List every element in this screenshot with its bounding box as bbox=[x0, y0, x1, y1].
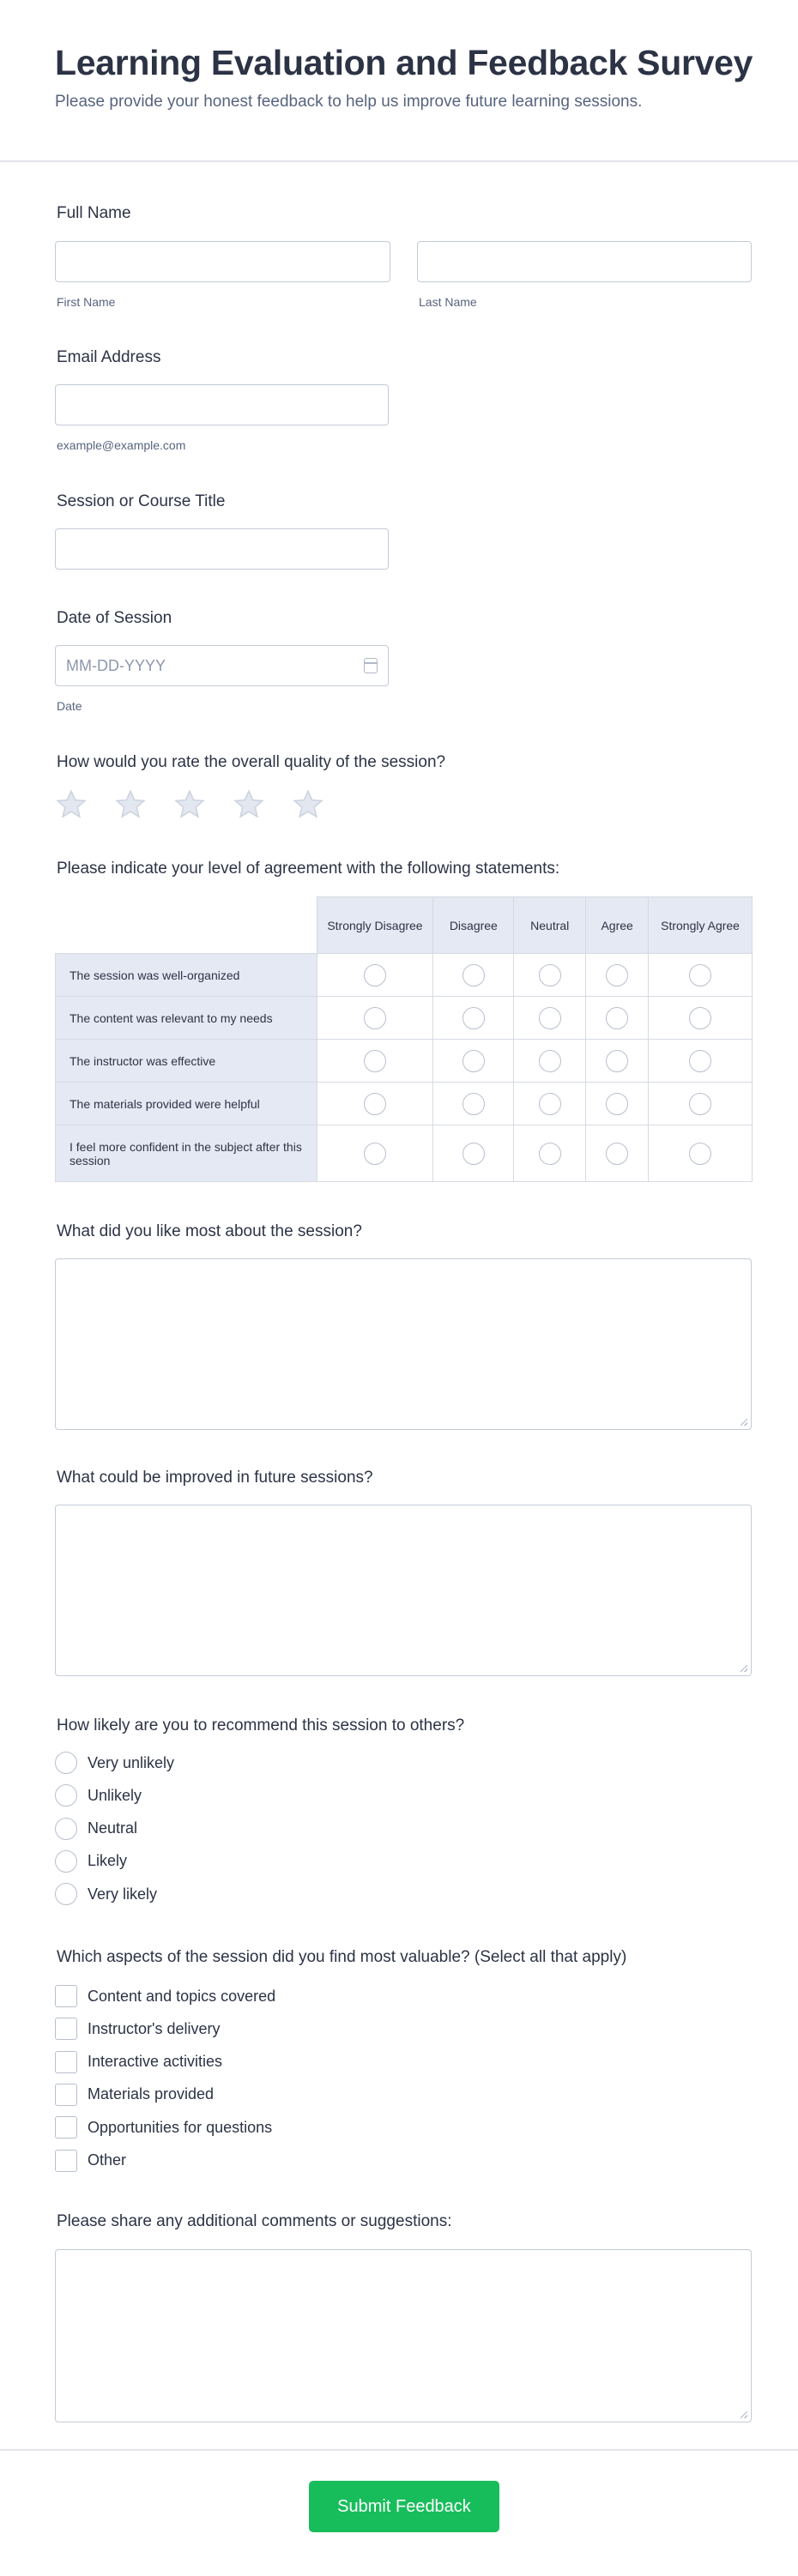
liked-label: What did you like most about the session? bbox=[57, 1222, 362, 1240]
matrix-radio[interactable] bbox=[462, 1143, 485, 1165]
liked-textarea[interactable] bbox=[55, 1258, 752, 1430]
star-icon[interactable] bbox=[114, 788, 147, 821]
page-title: Learning Evaluation and Feedback Survey bbox=[55, 43, 753, 82]
last-name-sublabel: Last Name bbox=[419, 295, 477, 309]
date-input[interactable] bbox=[55, 645, 389, 686]
matrix-label: Please indicate your level of agreement with the following statements: bbox=[57, 860, 560, 878]
recommend-option[interactable] bbox=[55, 1883, 157, 1905]
recommend-option[interactable] bbox=[55, 1784, 142, 1807]
matrix-radio[interactable] bbox=[539, 1050, 561, 1072]
improve-label: What could be improved in future sessions? bbox=[57, 1469, 373, 1487]
matrix-radio[interactable] bbox=[462, 1007, 485, 1029]
option-label: Likely bbox=[88, 1852, 128, 1870]
date-sublabel: Date bbox=[57, 699, 82, 713]
matrix-cell bbox=[649, 1040, 753, 1083]
radio-button[interactable] bbox=[55, 1850, 77, 1873]
option-label: Instructor's delivery bbox=[88, 2019, 221, 2037]
matrix-cell bbox=[317, 997, 433, 1040]
matrix-cell bbox=[586, 997, 649, 1040]
matrix-cell bbox=[514, 954, 586, 997]
recommend-option[interactable] bbox=[55, 1752, 174, 1774]
page-subtitle: Please provide your honest feedback to help us improve future learning sessions. bbox=[55, 93, 643, 111]
matrix-radio[interactable] bbox=[689, 964, 711, 986]
matrix-radio[interactable] bbox=[689, 1007, 711, 1029]
matrix-radio[interactable] bbox=[689, 1050, 711, 1072]
matrix-cell bbox=[514, 1125, 586, 1182]
matrix-cell bbox=[433, 1040, 514, 1083]
matrix-radio[interactable] bbox=[606, 964, 628, 986]
aspects-option[interactable] bbox=[55, 1985, 275, 2007]
matrix-cell bbox=[586, 1040, 649, 1083]
agreement-matrix bbox=[55, 896, 753, 1182]
matrix-col-header: Strongly Disagree bbox=[317, 897, 433, 954]
matrix-col-header: Neutral bbox=[514, 897, 586, 954]
recommend-label: How likely are you to recommend this session to others? bbox=[57, 1716, 465, 1734]
matrix-cell bbox=[586, 1083, 649, 1125]
checkbox[interactable] bbox=[55, 2084, 77, 2106]
matrix-radio[interactable] bbox=[539, 1093, 561, 1115]
matrix-cell bbox=[317, 1083, 433, 1125]
checkbox[interactable] bbox=[55, 2150, 77, 2172]
matrix-cell bbox=[514, 1040, 586, 1083]
matrix-row bbox=[56, 997, 753, 1040]
radio-button[interactable] bbox=[55, 1818, 77, 1840]
aspects-option[interactable] bbox=[55, 2084, 214, 2106]
matrix-cell bbox=[433, 954, 514, 997]
matrix-radio[interactable] bbox=[364, 1007, 386, 1029]
calendar-icon[interactable] bbox=[364, 658, 378, 673]
star-rating[interactable] bbox=[55, 788, 324, 821]
recommend-option[interactable] bbox=[55, 1818, 137, 1840]
star-icon[interactable] bbox=[233, 788, 265, 821]
matrix-cell bbox=[433, 997, 514, 1040]
matrix-radio[interactable] bbox=[606, 1143, 628, 1165]
email-input[interactable] bbox=[55, 384, 389, 425]
improve-textarea[interactable] bbox=[55, 1505, 752, 1676]
matrix-radio[interactable] bbox=[539, 1007, 561, 1029]
date-label: Date of Session bbox=[57, 609, 172, 627]
star-icon[interactable] bbox=[292, 788, 324, 821]
matrix-cell bbox=[649, 954, 753, 997]
header-divider bbox=[0, 160, 798, 162]
option-label: Very unlikely bbox=[88, 1753, 175, 1771]
matrix-radio[interactable] bbox=[539, 964, 561, 986]
email-sublabel: example@example.com bbox=[57, 438, 186, 452]
matrix-col-header: Strongly Agree bbox=[649, 897, 753, 954]
aspects-label: Which aspects of the session did you find most valuable? (Select all that apply) bbox=[57, 1948, 627, 1966]
matrix-cell bbox=[649, 1125, 753, 1182]
matrix-col-header: Agree bbox=[586, 897, 649, 954]
first-name-input[interactable] bbox=[55, 241, 390, 282]
matrix-cell bbox=[317, 954, 433, 997]
matrix-corner bbox=[56, 897, 317, 954]
matrix-cell bbox=[317, 1040, 433, 1083]
aspects-option[interactable] bbox=[55, 2051, 222, 2073]
matrix-radio[interactable] bbox=[462, 1093, 485, 1115]
matrix-cell bbox=[514, 1083, 586, 1125]
matrix-row-label: The content was relevant to my needs bbox=[56, 997, 317, 1040]
option-label: Neutral bbox=[88, 1819, 138, 1837]
checkbox[interactable] bbox=[55, 1985, 77, 2007]
matrix-radio[interactable] bbox=[689, 1143, 711, 1165]
matrix-cell bbox=[317, 1125, 433, 1182]
submit-button[interactable]: Submit Feedback bbox=[309, 2481, 499, 2532]
matrix-radio[interactable] bbox=[462, 1050, 485, 1072]
matrix-cell bbox=[649, 1083, 753, 1125]
radio-button[interactable] bbox=[55, 1784, 77, 1807]
date-placeholder: MM-DD-YYYY bbox=[66, 657, 166, 674]
matrix-row-label: I feel more confident in the subject after this session bbox=[56, 1125, 317, 1182]
option-label: Very likely bbox=[88, 1885, 158, 1903]
matrix-row bbox=[56, 1040, 753, 1083]
matrix-radio[interactable] bbox=[689, 1093, 711, 1115]
full-name-label: Full Name bbox=[57, 204, 131, 222]
checkbox[interactable] bbox=[55, 2051, 77, 2073]
matrix-row-label: The materials provided were helpful bbox=[56, 1083, 317, 1125]
matrix-row-label: The instructor was effective bbox=[56, 1040, 317, 1083]
option-label: Materials provided bbox=[88, 2085, 215, 2103]
matrix-radio[interactable] bbox=[462, 964, 485, 986]
course-title-label: Session or Course Title bbox=[57, 492, 226, 510]
matrix-cell bbox=[433, 1083, 514, 1125]
matrix-row-label: The session was well-organized bbox=[56, 954, 317, 997]
matrix-radio[interactable] bbox=[364, 964, 386, 986]
matrix-row bbox=[56, 1125, 753, 1182]
aspects-option[interactable] bbox=[55, 2150, 126, 2172]
comments-textarea[interactable] bbox=[55, 2249, 752, 2422]
option-label: Interactive activities bbox=[88, 2053, 223, 2071]
star-icon[interactable] bbox=[173, 788, 206, 821]
matrix-row bbox=[56, 954, 753, 997]
course-title-input[interactable] bbox=[55, 528, 389, 570]
resize-handle-icon[interactable] bbox=[741, 1419, 747, 1426]
matrix-cell bbox=[433, 1125, 514, 1182]
aspects-option[interactable] bbox=[55, 2116, 272, 2139]
checkbox[interactable] bbox=[55, 2116, 77, 2139]
rating-label: How would you rate the overall quality of the session? bbox=[57, 753, 446, 771]
matrix-radio[interactable] bbox=[539, 1143, 561, 1165]
radio-button[interactable] bbox=[55, 1883, 77, 1905]
option-label: Content and topics covered bbox=[88, 1987, 276, 2005]
matrix-cell bbox=[649, 997, 753, 1040]
star-icon[interactable] bbox=[55, 788, 88, 821]
aspects-option[interactable] bbox=[55, 2018, 221, 2040]
matrix-radio[interactable] bbox=[606, 1007, 628, 1029]
last-name-input[interactable] bbox=[417, 241, 752, 282]
matrix-cell bbox=[586, 954, 649, 997]
radio-button[interactable] bbox=[55, 1752, 77, 1774]
first-name-sublabel: First Name bbox=[57, 295, 116, 309]
comments-label: Please share any additional comments or suggestions: bbox=[57, 2212, 452, 2230]
option-label: Opportunities for questions bbox=[88, 2118, 273, 2136]
matrix-cell bbox=[586, 1125, 649, 1182]
recommend-option[interactable] bbox=[55, 1850, 127, 1873]
matrix-radio[interactable] bbox=[364, 1143, 386, 1165]
option-label: Other bbox=[88, 2151, 127, 2169]
resize-handle-icon[interactable] bbox=[741, 1665, 747, 1672]
matrix-radio[interactable] bbox=[606, 1050, 628, 1072]
checkbox[interactable] bbox=[55, 2018, 77, 2040]
matrix-radio[interactable] bbox=[606, 1093, 628, 1115]
footer-divider bbox=[0, 2449, 798, 2451]
matrix-col-header: Disagree bbox=[433, 897, 514, 954]
matrix-row bbox=[56, 1083, 753, 1125]
resize-handle-icon[interactable] bbox=[741, 2411, 747, 2418]
matrix-radio[interactable] bbox=[364, 1093, 386, 1115]
matrix-cell bbox=[514, 997, 586, 1040]
option-label: Unlikely bbox=[88, 1786, 142, 1804]
matrix-radio[interactable] bbox=[364, 1050, 386, 1072]
email-label: Email Address bbox=[57, 348, 161, 366]
